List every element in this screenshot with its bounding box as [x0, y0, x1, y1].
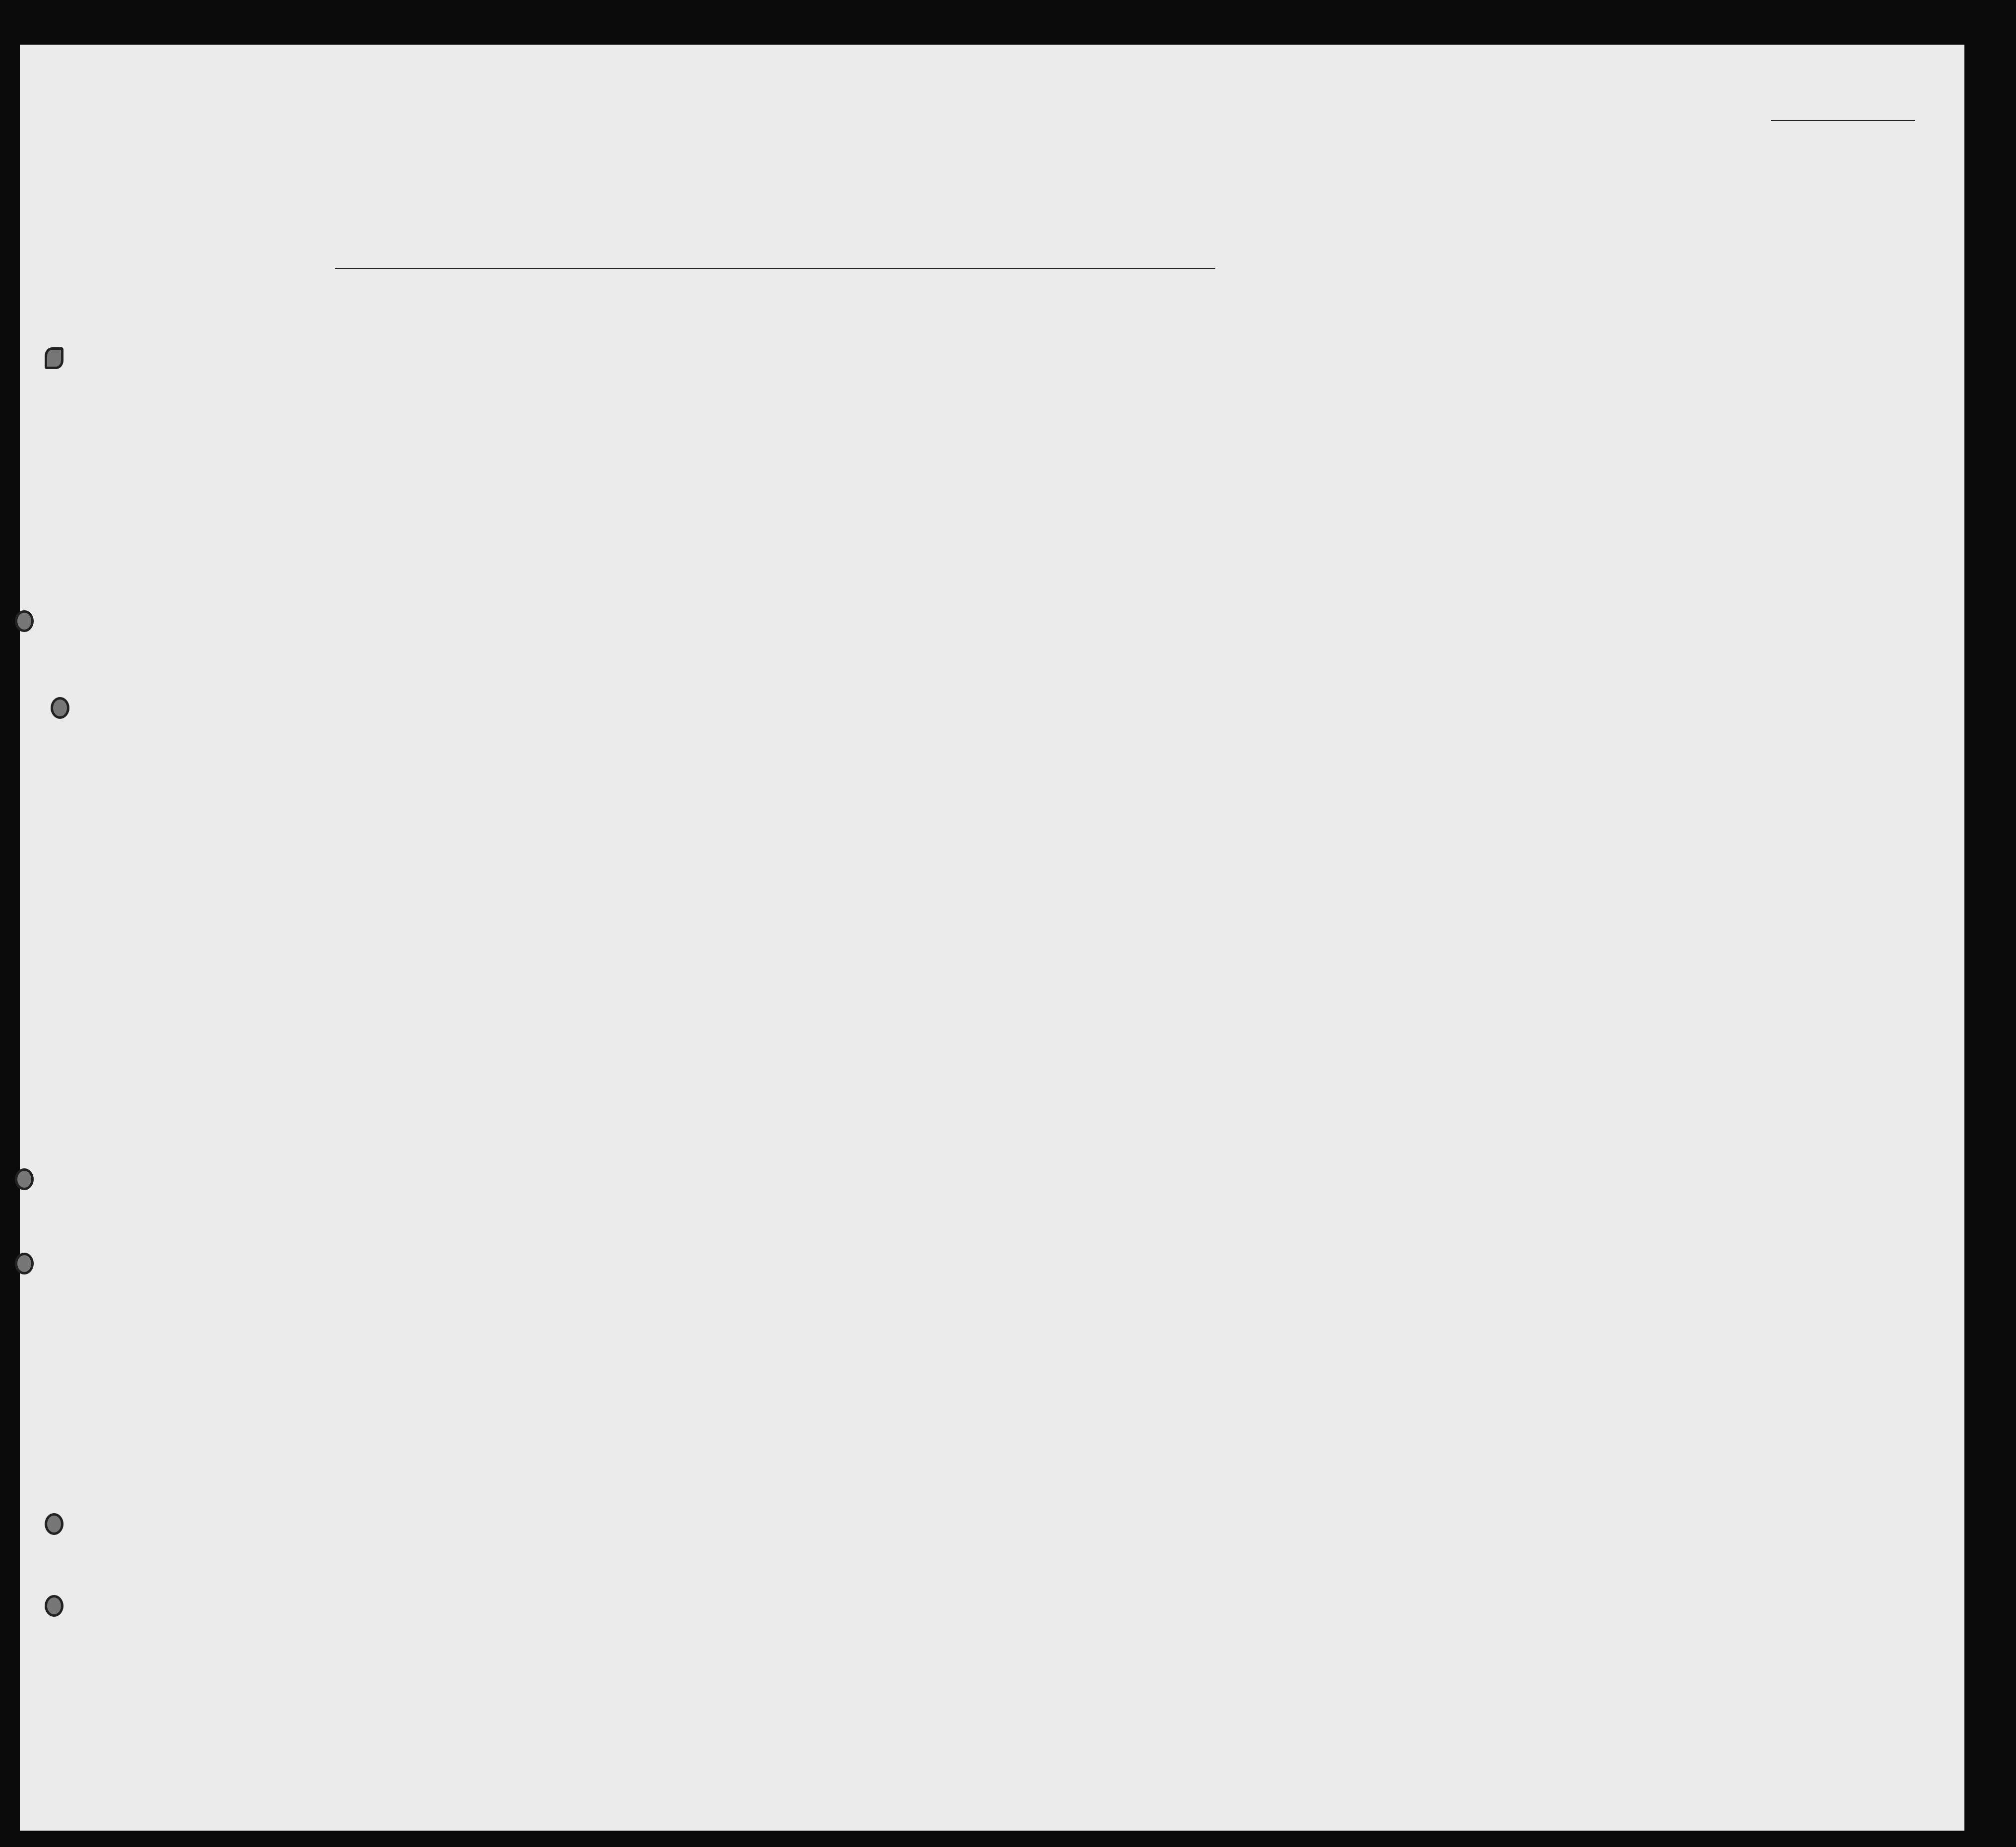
binder-hole [45, 1595, 63, 1617]
binder-hole [45, 1513, 63, 1535]
binder-hole [15, 610, 34, 632]
header-q29 [1443, 337, 1487, 491]
header-anarchist [1353, 337, 1370, 491]
header-polygamist [1332, 337, 1349, 491]
port-underline [335, 268, 876, 269]
header-purpose-a [1156, 337, 1196, 491]
binder-hole [15, 1168, 34, 1190]
manifest-sheet [20, 45, 1964, 1831]
binder-hole [51, 697, 69, 719]
header-q28 [1377, 337, 1441, 491]
header-prison [1301, 337, 1328, 491]
date-underline [873, 268, 1215, 269]
header-purpose-b [1200, 337, 1240, 491]
table-grid-lines [20, 45, 1964, 1831]
binder-hole [15, 1253, 34, 1274]
header-inches [1672, 437, 1687, 486]
binder-hole [45, 347, 63, 369]
list-underline [1771, 120, 1915, 121]
header-ticket [581, 352, 609, 496]
header-feet [1649, 442, 1664, 486]
header-possession-50 [700, 350, 728, 499]
header-q30 [1488, 337, 1528, 491]
header-purpose-c [1255, 337, 1295, 491]
